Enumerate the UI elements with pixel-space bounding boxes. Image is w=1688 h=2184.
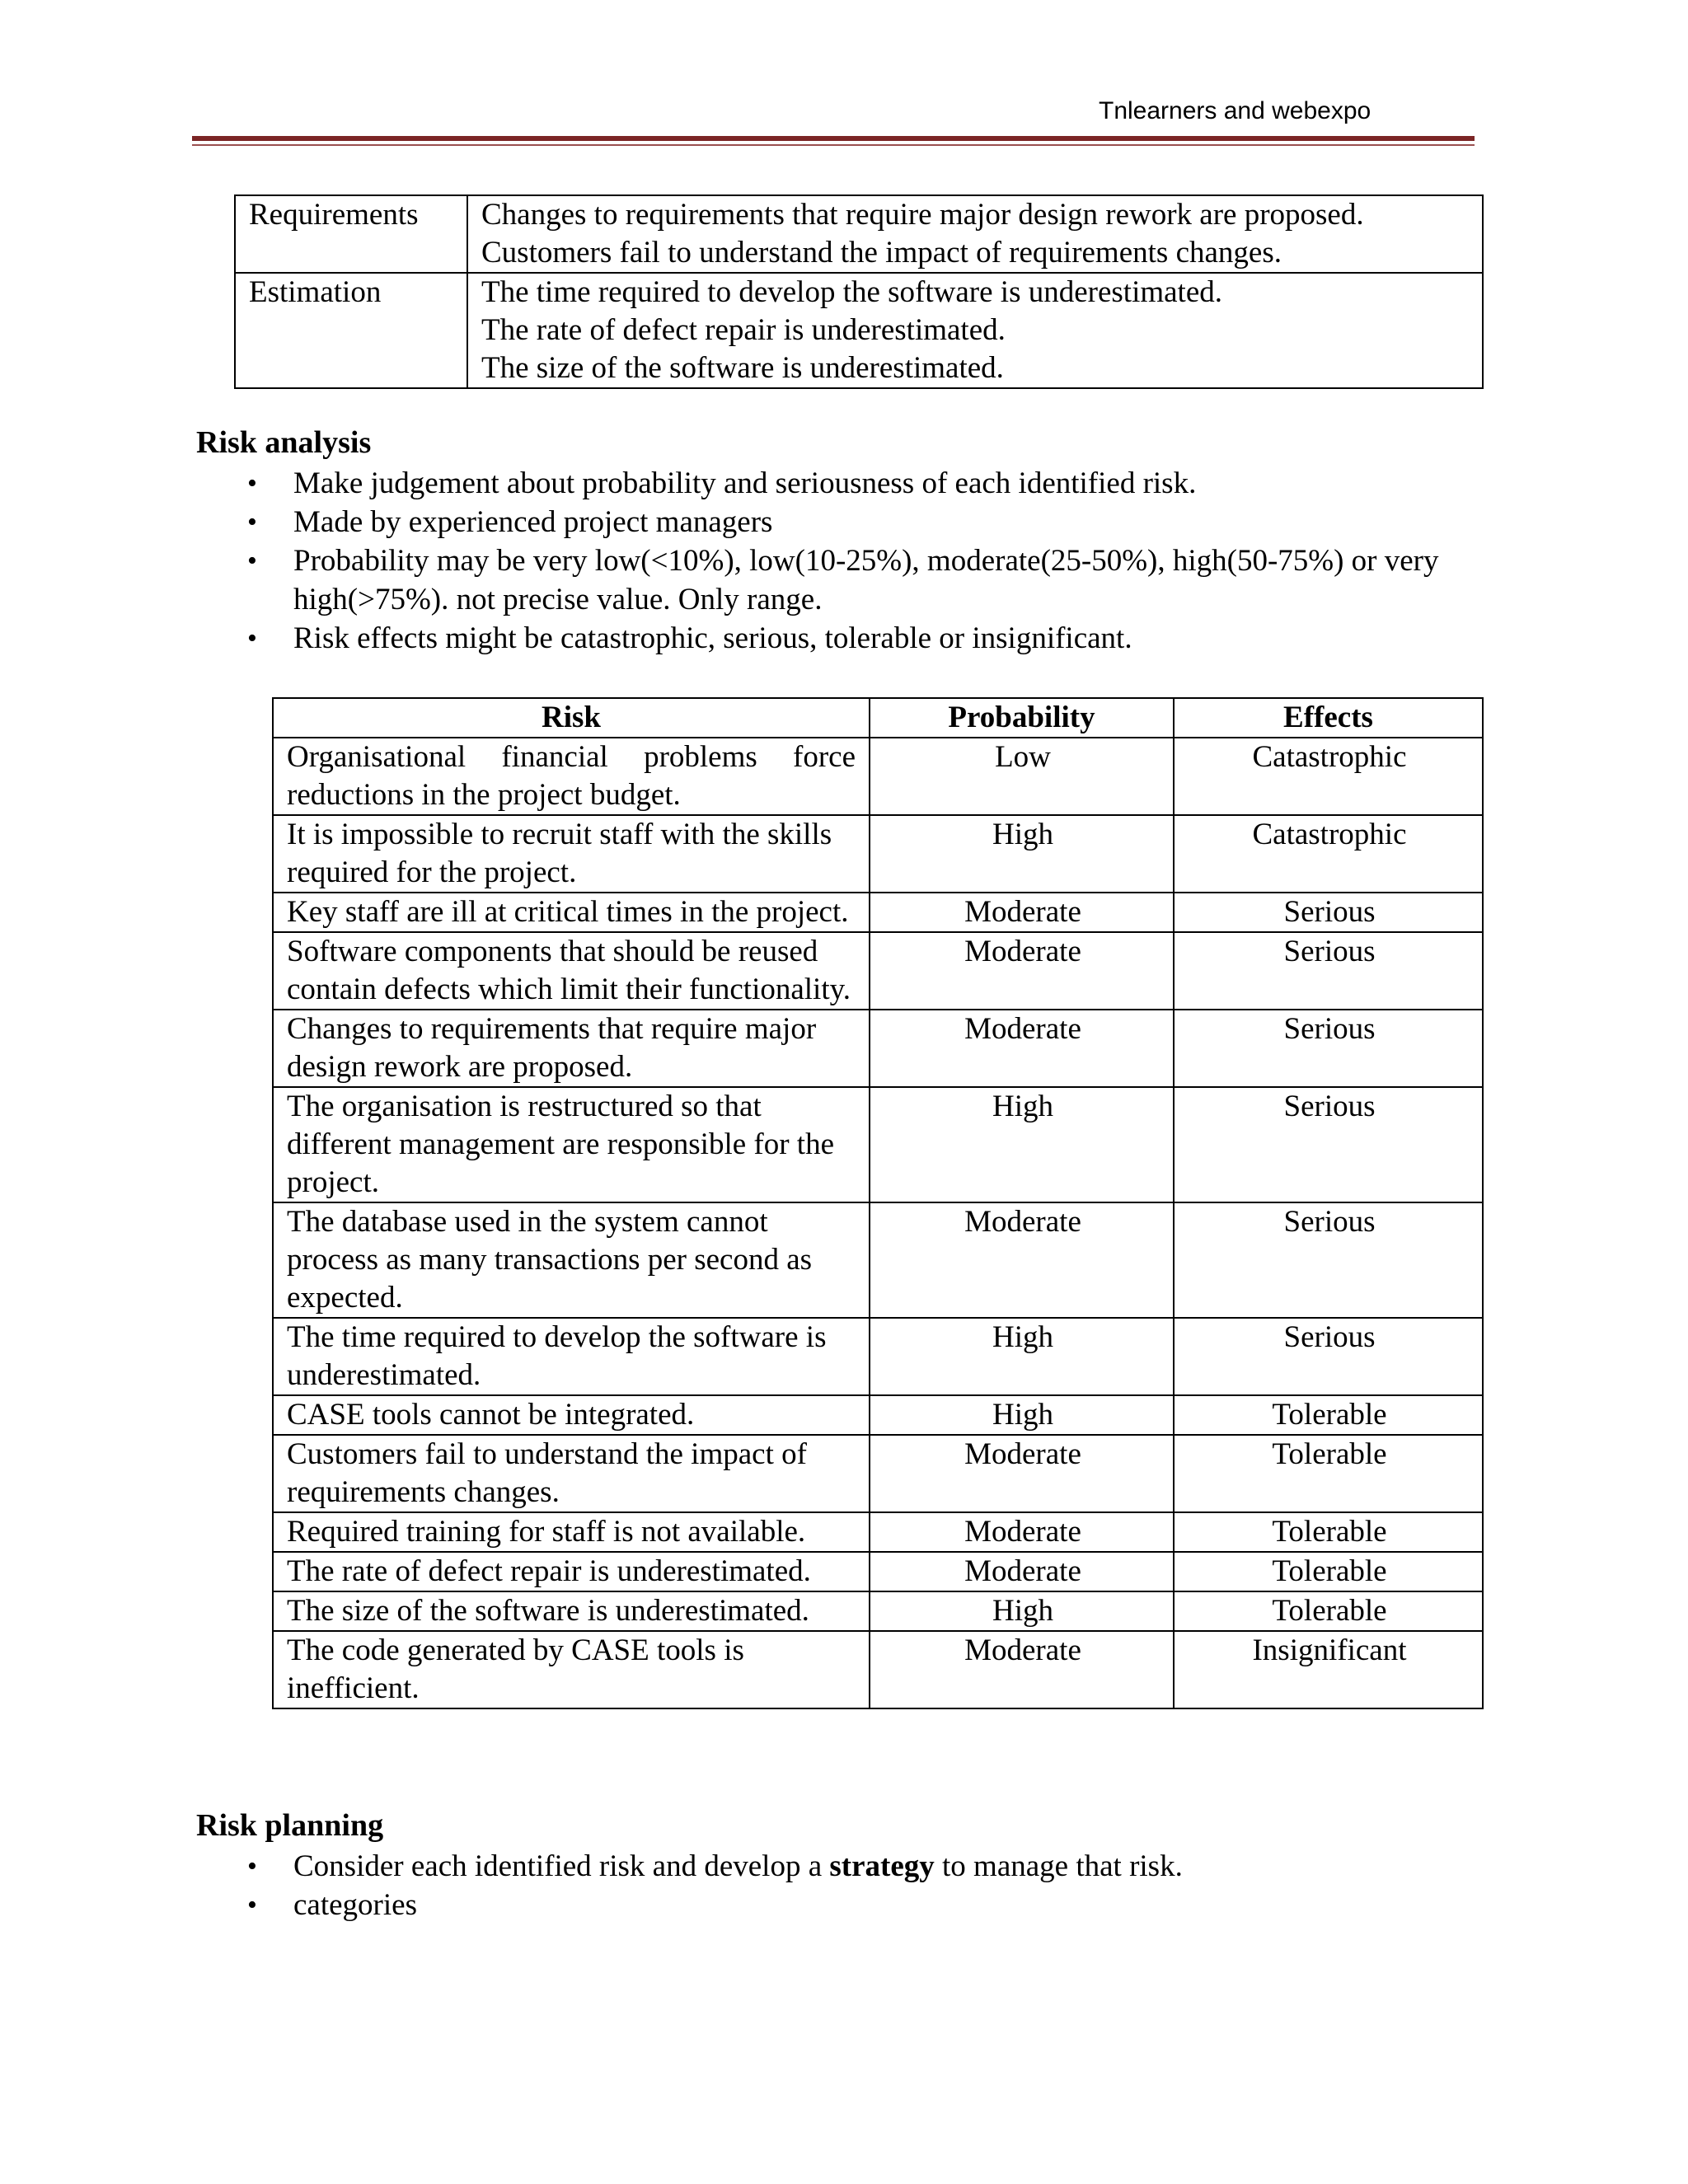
probability-cell: High	[870, 1591, 1174, 1631]
risk-cell: CASE tools cannot be integrated.	[273, 1395, 870, 1435]
effects-cell: Serious	[1174, 893, 1483, 932]
table-row	[273, 1318, 1483, 1395]
effects-cell: Tolerable	[1174, 1435, 1483, 1512]
effects-cell: Serious	[1174, 1010, 1483, 1087]
risk-description-line: Customers fail to understand the impact of requirements changes.	[481, 236, 1282, 269]
list-item: • Probability may be very low(<10%), low(10-25%), moderate(25-50%), high(50-75%) or very high(>75%). not precise value. Only range.	[247, 541, 1484, 619]
table-row	[273, 1512, 1483, 1552]
table-row	[273, 1010, 1483, 1087]
risk-description-line: The size of the software is underestimated.	[481, 351, 1004, 385]
risk-cell: The time required to develop the software is underestimated.	[273, 1318, 870, 1395]
table-row	[273, 1202, 1483, 1318]
table-row	[273, 1552, 1483, 1591]
probability-cell: Moderate	[870, 1435, 1174, 1512]
risk-cell: The size of the software is underestimated.	[273, 1591, 870, 1631]
probability-cell: Moderate	[870, 1552, 1174, 1591]
risk-cell: Changes to requirements that require major design rework are proposed.	[273, 1010, 870, 1087]
risk-assessment-table	[272, 697, 1484, 1709]
header-rule-thin	[192, 144, 1475, 146]
table-row	[273, 932, 1483, 1010]
risk-cell: Customers fail to understand the impact of requirements changes.	[273, 1435, 870, 1512]
table-row	[273, 1087, 1483, 1202]
list-item: • Risk effects might be catastrophic, serious, tolerable or insignificant.	[247, 619, 1484, 658]
page-header-title: Tnlearners and webexpo	[1099, 97, 1372, 124]
risk-analysis-heading: Risk analysis	[196, 425, 372, 460]
effects-cell: Serious	[1174, 1087, 1483, 1202]
probability-cell: Moderate	[870, 1631, 1174, 1708]
risk-category: Requirements	[235, 195, 467, 273]
effects-cell: Serious	[1174, 1318, 1483, 1395]
risk-cell: Key staff are ill at critical times in the project.	[273, 893, 870, 932]
risk-category: Estimation	[235, 273, 467, 388]
table-row	[235, 273, 1483, 388]
effects-cell: Serious	[1174, 932, 1483, 1010]
probability-cell: Moderate	[870, 1512, 1174, 1552]
effects-cell: Catastrophic	[1174, 815, 1483, 893]
risk-description	[467, 195, 1483, 273]
effects-cell: Catastrophic	[1174, 738, 1483, 815]
column-header-risk: Risk	[273, 698, 870, 738]
list-item	[247, 1847, 1484, 1886]
list-item: • categories	[247, 1886, 1484, 1924]
table-row	[273, 815, 1483, 893]
risk-cell: The rate of defect repair is underestimated.	[273, 1552, 870, 1591]
probability-cell: Moderate	[870, 893, 1174, 932]
risk-description-line: The rate of defect repair is underestimated.	[481, 313, 1006, 347]
probability-cell: High	[870, 815, 1174, 893]
probability-cell: High	[870, 1395, 1174, 1435]
risk-analysis-list	[247, 464, 1484, 658]
table-row	[273, 738, 1483, 815]
column-header-probability: Probability	[870, 698, 1174, 738]
risk-description-line: Changes to requirements that require major design rework are proposed.	[481, 198, 1364, 232]
list-item: • Made by experienced project managers	[247, 503, 1484, 541]
probability-cell: Low	[870, 738, 1174, 815]
risk-description-line: The time required to develop the software is underestimated.	[481, 275, 1223, 309]
risk-cell: Organisational financial problems force reductions in the project budget.	[273, 738, 870, 815]
header-rule	[192, 136, 1475, 141]
effects-cell: Tolerable	[1174, 1591, 1483, 1631]
probability-cell: Moderate	[870, 1202, 1174, 1318]
probability-cell: High	[870, 1087, 1174, 1202]
table-header-row	[273, 698, 1483, 738]
risk-cell: The database used in the system cannot process as many transactions per second as expected.	[273, 1202, 870, 1318]
risk-types-table	[234, 194, 1484, 389]
list-item: • Make judgement about probability and seriousness of each identified risk.	[247, 464, 1484, 503]
risk-cell: The organisation is restructured so that different management are responsible for the project.	[273, 1087, 870, 1202]
table-row	[273, 1435, 1483, 1512]
list-item-text: to manage that risk.	[934, 1849, 1183, 1883]
risk-cell: It is impossible to recruit staff with the skills required for the project.	[273, 815, 870, 893]
risk-planning-list	[247, 1847, 1484, 1924]
table-row	[273, 1631, 1483, 1708]
strategy-emphasis: strategy	[829, 1849, 935, 1883]
effects-cell: Tolerable	[1174, 1512, 1483, 1552]
list-item-text: Consider each identified risk and develop a	[293, 1849, 830, 1883]
table-row	[273, 893, 1483, 932]
effects-cell: Insignificant	[1174, 1631, 1483, 1708]
table-row	[235, 195, 1483, 273]
risk-description	[467, 273, 1483, 388]
effects-cell: Tolerable	[1174, 1395, 1483, 1435]
effects-cell: Serious	[1174, 1202, 1483, 1318]
table-row	[273, 1395, 1483, 1435]
table-row	[273, 1591, 1483, 1631]
effects-cell: Tolerable	[1174, 1552, 1483, 1591]
probability-cell: Moderate	[870, 932, 1174, 1010]
risk-cell: Software components that should be reused contain defects which limit their functionality.	[273, 932, 870, 1010]
risk-planning-heading: Risk planning	[196, 1808, 384, 1843]
probability-cell: High	[870, 1318, 1174, 1395]
risk-cell: Required training for staff is not available.	[273, 1512, 870, 1552]
probability-cell: Moderate	[870, 1010, 1174, 1087]
risk-cell: The code generated by CASE tools is inefficient.	[273, 1631, 870, 1708]
column-header-effects: Effects	[1174, 698, 1483, 738]
